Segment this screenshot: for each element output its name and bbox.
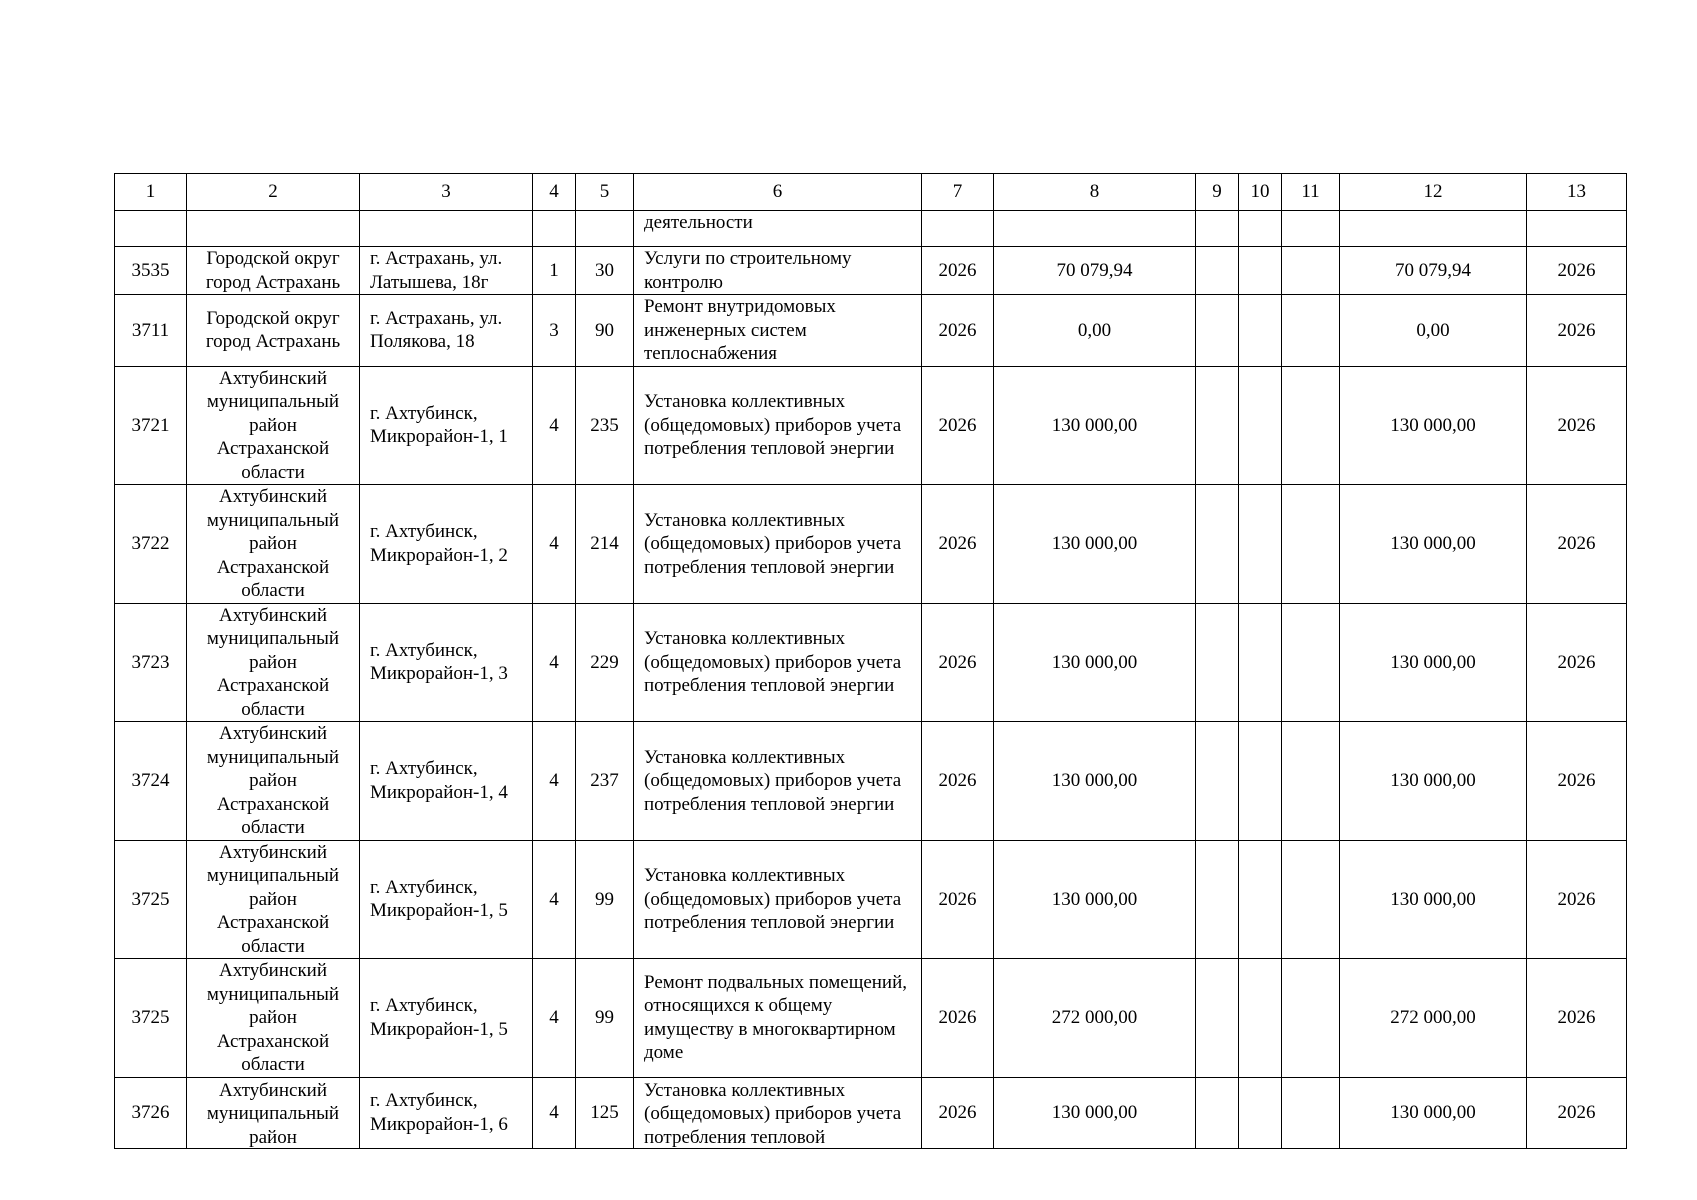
col10-cell xyxy=(1239,722,1282,841)
header-cell: 11 xyxy=(1282,174,1340,211)
municipality-cell: Ахтубинский муниципальный район Астраханской области xyxy=(187,722,360,841)
empty-cell xyxy=(576,211,634,247)
year-cell: 2026 xyxy=(922,1077,994,1148)
col4-cell: 4 xyxy=(533,959,576,1078)
address-cell: г. Ахтубинск, Микрорайон-1, 6 xyxy=(360,1077,533,1148)
year13-cell: 2026 xyxy=(1527,722,1627,841)
municipality-cell: Ахтубинский муниципальный район Астраханской области xyxy=(187,840,360,959)
col11-cell xyxy=(1282,485,1340,604)
table-row xyxy=(115,959,1627,1078)
empty-cell xyxy=(994,211,1196,247)
col10-cell xyxy=(1239,1077,1282,1148)
amount12-cell: 0,00 xyxy=(1340,295,1527,367)
municipality-cell: Городской округ город Астрахань xyxy=(187,247,360,295)
year13-cell: 2026 xyxy=(1527,1077,1627,1148)
col10-cell xyxy=(1239,840,1282,959)
col9-cell xyxy=(1196,722,1239,841)
col4-cell: 4 xyxy=(533,840,576,959)
col5-cell: 99 xyxy=(576,959,634,1078)
col9-cell xyxy=(1196,366,1239,485)
col10-cell xyxy=(1239,295,1282,367)
continuation-row xyxy=(115,211,1627,247)
year-cell: 2026 xyxy=(922,722,994,841)
address-cell: г. Астрахань, ул. Латышева, 18г xyxy=(360,247,533,295)
municipality-cell: Ахтубинский муниципальный район xyxy=(187,1077,360,1148)
year-cell: 2026 xyxy=(922,840,994,959)
row-id-cell: 3724 xyxy=(115,722,187,841)
header-cell: 3 xyxy=(360,174,533,211)
empty-cell xyxy=(1527,211,1627,247)
col5-cell: 229 xyxy=(576,603,634,722)
col10-cell xyxy=(1239,247,1282,295)
col11-cell xyxy=(1282,722,1340,841)
col5-cell: 99 xyxy=(576,840,634,959)
col11-cell xyxy=(1282,295,1340,367)
empty-cell xyxy=(1282,211,1340,247)
row-id-cell: 3725 xyxy=(115,959,187,1078)
address-cell: г. Ахтубинск, Микрорайон-1, 2 xyxy=(360,485,533,604)
empty-cell xyxy=(1196,211,1239,247)
empty-cell xyxy=(1239,211,1282,247)
amount12-cell: 130 000,00 xyxy=(1340,603,1527,722)
col4-cell: 4 xyxy=(533,1077,576,1148)
work-type-cell: Ремонт подвальных помещений, относящихся к общему имуществу в многоквартирном доме xyxy=(634,959,922,1078)
work-type-cell: Установка коллективных (общедомовых) приборов учета потребления тепловой энергии xyxy=(634,840,922,959)
work-continuation-cell: деятельности xyxy=(634,211,922,247)
column-number-row xyxy=(115,174,1627,211)
address-cell: г. Астрахань, ул. Полякова, 18 xyxy=(360,295,533,367)
empty-cell xyxy=(533,211,576,247)
col11-cell xyxy=(1282,1077,1340,1148)
work-type-cell: Установка коллективных (общедомовых) приборов учета потребления тепловой энергии xyxy=(634,485,922,604)
amount-cell: 130 000,00 xyxy=(994,1077,1196,1148)
col4-cell: 4 xyxy=(533,603,576,722)
empty-cell xyxy=(360,211,533,247)
municipality-cell: Ахтубинский муниципальный район Астраханской области xyxy=(187,366,360,485)
empty-cell xyxy=(922,211,994,247)
program-table xyxy=(114,173,1627,1149)
col4-cell: 4 xyxy=(533,485,576,604)
col4-cell: 3 xyxy=(533,295,576,367)
table-row xyxy=(115,247,1627,295)
amount-cell: 0,00 xyxy=(994,295,1196,367)
address-cell: г. Ахтубинск, Микрорайон-1, 1 xyxy=(360,366,533,485)
col10-cell xyxy=(1239,603,1282,722)
header-cell: 9 xyxy=(1196,174,1239,211)
col4-cell: 4 xyxy=(533,722,576,841)
col9-cell xyxy=(1196,1077,1239,1148)
year-cell: 2026 xyxy=(922,247,994,295)
amount12-cell: 272 000,00 xyxy=(1340,959,1527,1078)
header-cell: 6 xyxy=(634,174,922,211)
col9-cell xyxy=(1196,840,1239,959)
col11-cell xyxy=(1282,366,1340,485)
col9-cell xyxy=(1196,485,1239,604)
col11-cell xyxy=(1282,603,1340,722)
col5-cell: 235 xyxy=(576,366,634,485)
header-cell: 5 xyxy=(576,174,634,211)
amount12-cell: 130 000,00 xyxy=(1340,722,1527,841)
col11-cell xyxy=(1282,247,1340,295)
amount-cell: 272 000,00 xyxy=(994,959,1196,1078)
col10-cell xyxy=(1239,485,1282,604)
year13-cell: 2026 xyxy=(1527,959,1627,1078)
row-id-cell: 3723 xyxy=(115,603,187,722)
amount-cell: 130 000,00 xyxy=(994,840,1196,959)
table-row xyxy=(115,603,1627,722)
table-row xyxy=(115,366,1627,485)
table-row xyxy=(115,295,1627,367)
empty-cell xyxy=(115,211,187,247)
table-row xyxy=(115,1077,1627,1148)
col10-cell xyxy=(1239,959,1282,1078)
header-cell: 2 xyxy=(187,174,360,211)
amount-cell: 130 000,00 xyxy=(994,603,1196,722)
col9-cell xyxy=(1196,603,1239,722)
amount-cell: 130 000,00 xyxy=(994,722,1196,841)
work-type-cell: Установка коллективных (общедомовых) приборов учета потребления тепловой энергии xyxy=(634,366,922,485)
header-cell: 12 xyxy=(1340,174,1527,211)
amount-cell: 130 000,00 xyxy=(994,366,1196,485)
work-type-cell: Установка коллективных (общедомовых) приборов учета потребления тепловой энергии xyxy=(634,722,922,841)
year13-cell: 2026 xyxy=(1527,295,1627,367)
municipality-cell: Городской округ город Астрахань xyxy=(187,295,360,367)
address-cell: г. Ахтубинск, Микрорайон-1, 4 xyxy=(360,722,533,841)
amount12-cell: 130 000,00 xyxy=(1340,485,1527,604)
col5-cell: 125 xyxy=(576,1077,634,1148)
row-id-cell: 3721 xyxy=(115,366,187,485)
work-type-cell: Ремонт внутридомовых инженерных систем теплоснабжения xyxy=(634,295,922,367)
col10-cell xyxy=(1239,366,1282,485)
header-cell: 13 xyxy=(1527,174,1627,211)
col4-cell: 1 xyxy=(533,247,576,295)
table-row xyxy=(115,722,1627,841)
year13-cell: 2026 xyxy=(1527,485,1627,604)
address-cell: г. Ахтубинск, Микрорайон-1, 5 xyxy=(360,959,533,1078)
amount12-cell: 130 000,00 xyxy=(1340,366,1527,485)
col5-cell: 214 xyxy=(576,485,634,604)
row-id-cell: 3725 xyxy=(115,840,187,959)
work-type-cell: Установка коллективных (общедомовых) приборов учета потребления тепловой энергии xyxy=(634,603,922,722)
table-row xyxy=(115,840,1627,959)
col5-cell: 237 xyxy=(576,722,634,841)
header-cell: 1 xyxy=(115,174,187,211)
work-type-cell: Услуги по строительному контролю xyxy=(634,247,922,295)
header-cell: 4 xyxy=(533,174,576,211)
amount12-cell: 130 000,00 xyxy=(1340,840,1527,959)
work-type-cell: Установка коллективных (общедомовых) приборов учета потребления тепловой xyxy=(634,1077,922,1148)
empty-cell xyxy=(1340,211,1527,247)
municipality-cell: Ахтубинский муниципальный район Астраханской области xyxy=(187,485,360,604)
col11-cell xyxy=(1282,840,1340,959)
row-id-cell: 3722 xyxy=(115,485,187,604)
amount12-cell: 130 000,00 xyxy=(1340,1077,1527,1148)
municipality-cell: Ахтубинский муниципальный район Астраханской области xyxy=(187,959,360,1078)
amount-cell: 70 079,94 xyxy=(994,247,1196,295)
row-id-cell: 3726 xyxy=(115,1077,187,1148)
col5-cell: 30 xyxy=(576,247,634,295)
year13-cell: 2026 xyxy=(1527,247,1627,295)
col5-cell: 90 xyxy=(576,295,634,367)
col9-cell xyxy=(1196,959,1239,1078)
table-row xyxy=(115,485,1627,604)
municipality-cell: Ахтубинский муниципальный район Астраханской области xyxy=(187,603,360,722)
year-cell: 2026 xyxy=(922,603,994,722)
col9-cell xyxy=(1196,295,1239,367)
row-id-cell: 3711 xyxy=(115,295,187,367)
year-cell: 2026 xyxy=(922,485,994,604)
address-cell: г. Ахтубинск, Микрорайон-1, 5 xyxy=(360,840,533,959)
address-cell: г. Ахтубинск, Микрорайон-1, 3 xyxy=(360,603,533,722)
header-cell: 8 xyxy=(994,174,1196,211)
amount-cell: 130 000,00 xyxy=(994,485,1196,604)
row-id-cell: 3535 xyxy=(115,247,187,295)
col11-cell xyxy=(1282,959,1340,1078)
year-cell: 2026 xyxy=(922,366,994,485)
col9-cell xyxy=(1196,247,1239,295)
year-cell: 2026 xyxy=(922,295,994,367)
header-cell: 10 xyxy=(1239,174,1282,211)
header-cell: 7 xyxy=(922,174,994,211)
amount12-cell: 70 079,94 xyxy=(1340,247,1527,295)
year-cell: 2026 xyxy=(922,959,994,1078)
empty-cell xyxy=(187,211,360,247)
year13-cell: 2026 xyxy=(1527,603,1627,722)
year13-cell: 2026 xyxy=(1527,840,1627,959)
year13-cell: 2026 xyxy=(1527,366,1627,485)
col4-cell: 4 xyxy=(533,366,576,485)
